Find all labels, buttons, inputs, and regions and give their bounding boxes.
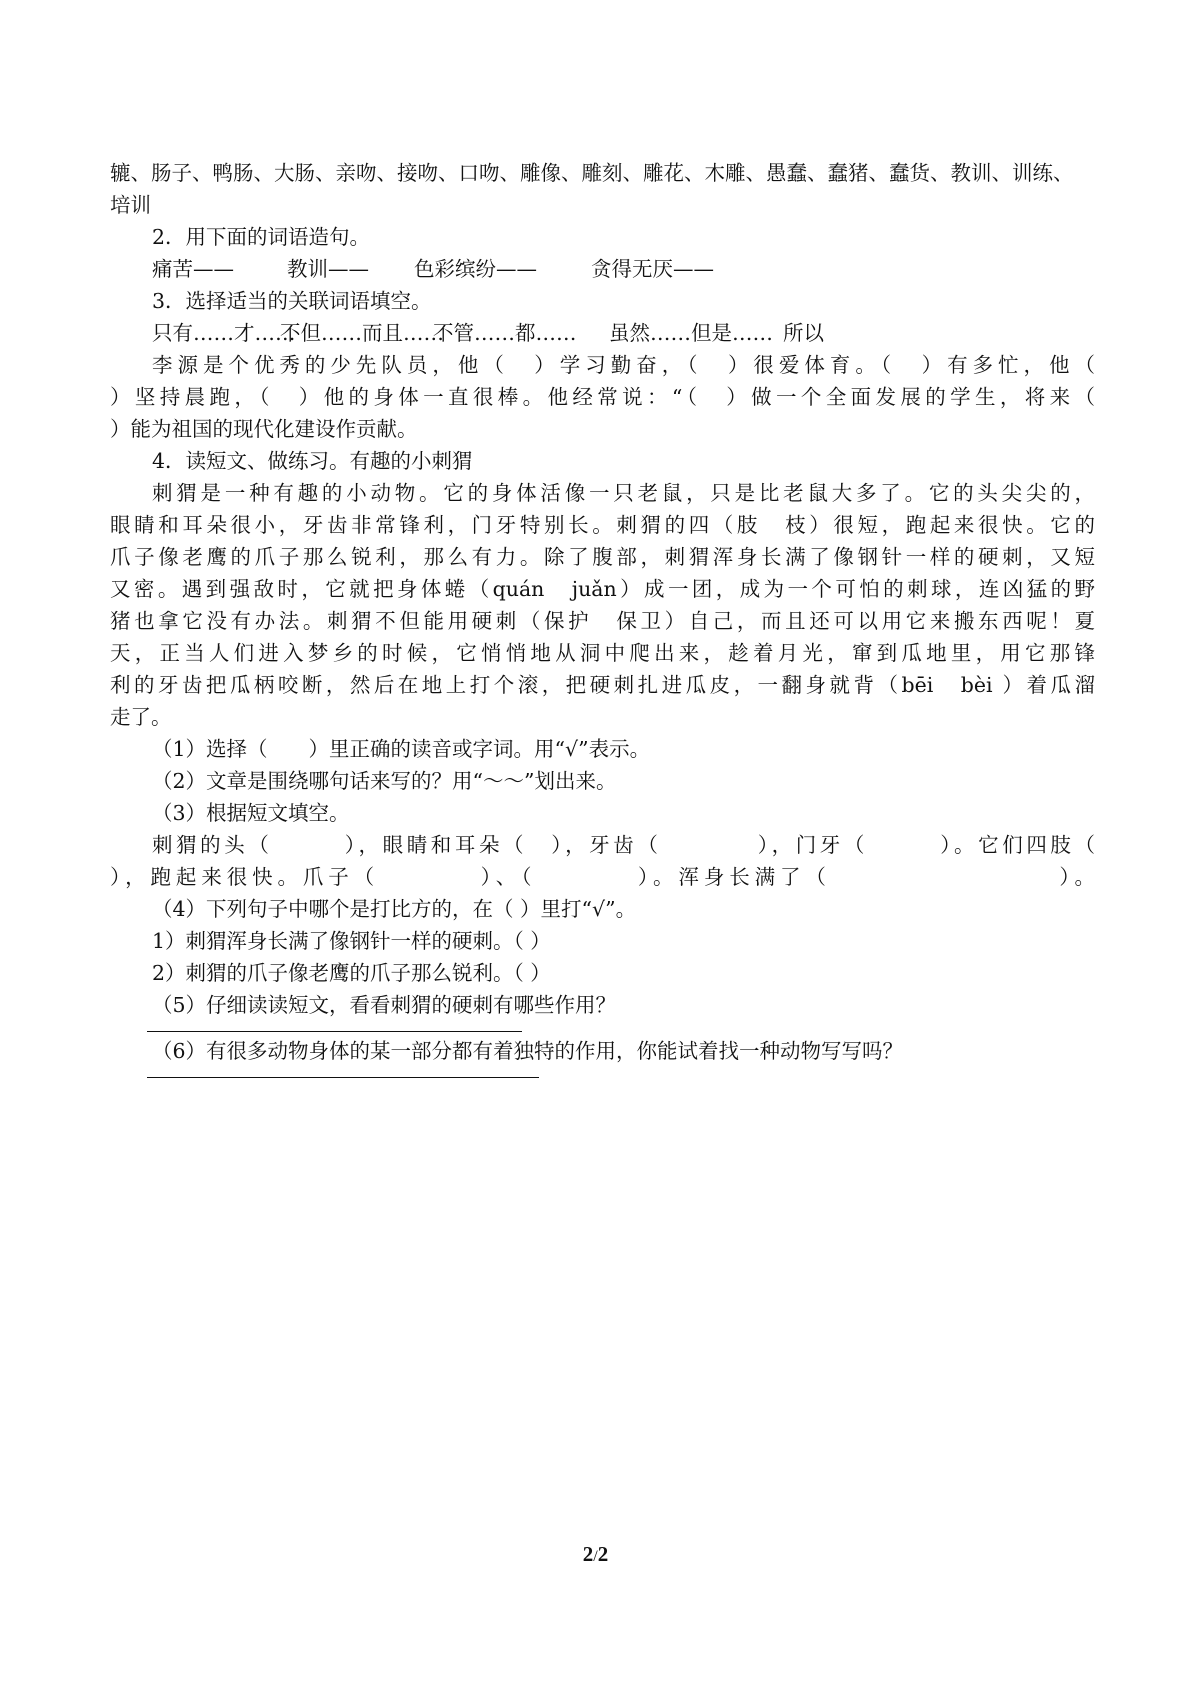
answer-line-6[interactable] <box>147 1077 539 1078</box>
worksheet-content <box>110 157 1095 1078</box>
fill-blank-line-2: ），跑起来很快。爪子（ ）、（ ）。浑身长满了（ ）。 <box>110 865 1095 889</box>
reading-passage-line: 刺猬是一种有趣的小动物。它的身体活像一只老鼠，只是比老鼠大多了。它的头尖尖的， <box>152 481 1095 505</box>
question-2-title: 2．用下面的词语造句。 <box>152 225 371 249</box>
page-total: 2 <box>597 1542 609 1566</box>
sub-question-2: （2）文章是围绕哪句话来写的？用“～～”划出来。 <box>152 769 617 793</box>
reading-passage-line: 天，正当人们进入梦乡的时候，它悄悄地从洞中爬出来，趁着月光，窜到瓜地里，用它那锋 <box>110 641 1095 665</box>
question-3-passage-line: ）能为祖国的现代化建设作贡献。 <box>110 417 418 441</box>
conjunction-option: 虽然……但是…… <box>609 321 773 345</box>
word-item: 教训—— <box>287 257 369 281</box>
sub-question-4: （4）下列句子中哪个是打比方的，在（ ）里打“√”。 <box>152 897 637 921</box>
sub-question-6: （6）有很多动物身体的某一部分都有着独特的作用，你能试着找一种动物写写吗？ <box>152 1039 904 1063</box>
sub-question-3: （3）根据短文填空。 <box>152 801 350 825</box>
page-number <box>0 1542 1191 1567</box>
conjunction-option: 只有……才…… <box>152 321 296 345</box>
word-item: 色彩缤纷—— <box>414 257 537 281</box>
reading-passage-line: 走了。 <box>110 705 172 729</box>
vocab-line-1: 辘、肠子、鸭肠、大肠、亲吻、接吻、口吻、雕像、雕刻、雕花、木雕、愚蠢、蠢猪、蠢货、教训、训练、 <box>110 161 1074 185</box>
fill-blank-line-1: 刺猬的头（ ），眼睛和耳朵（ ），牙齿（ ），门牙（ ）。它们四肢（ <box>152 833 1095 857</box>
reading-passage-line: 爪子像老鹰的爪子那么锐利，那么有力。除了腹部，刺猬浑身长满了像钢针一样的硬刺，又短 <box>110 545 1095 569</box>
sub-question-4-item-1: 1）刺猬浑身长满了像钢针一样的硬刺。（ ） <box>152 929 551 953</box>
question-4-title: 4．读短文、做练习。有趣的小刺猬 <box>152 449 473 473</box>
sub-question-4-item-2: 2）刺猬的爪子像老鹰的爪子那么锐利。（ ） <box>152 961 551 985</box>
question-2-words <box>110 253 1095 285</box>
question-3-passage-line: 李源是个优秀的少先队员，他（ ）学习勤奋，（ ）很爱体育。（ ）有多忙，他（ <box>152 353 1095 377</box>
sub-question-5: （5）仔细读读短文，看看刺猬的硬刺有哪些作用？ <box>152 993 617 1017</box>
question-3-title: 3．选择适当的关联词语填空。 <box>152 289 432 313</box>
word-item: 贪得无厌—— <box>591 257 714 281</box>
question-3-options <box>110 317 1095 349</box>
sub-question-1: （1）选择（ ）里正确的读音或字词。用“√”表示。 <box>152 737 651 761</box>
word-item: 痛苦—— <box>152 257 234 281</box>
conjunction-option: 不但……而且…… <box>280 321 444 345</box>
conjunction-option: 不管……都…… <box>433 321 577 345</box>
reading-passage-line: 利的牙齿把瓜柄咬断，然后在地上打个滚，把硬刺扎进瓜皮，一翻身就背（bēi bèi ）着瓜溜 <box>110 673 1095 697</box>
reading-passage-line: 又密。遇到强敌时，它就把身体蜷（quán juǎn）成一团，成为一个可怕的刺球，连凶猛的野 <box>110 577 1095 601</box>
vocab-line-2: 培训 <box>110 193 151 217</box>
question-3-passage-line: ）坚持晨跑，（ ）他的身体一直很棒。他经常说：“（ ）做一个全面发展的学生，将来（ <box>110 385 1095 409</box>
reading-passage-line: 猪也拿它没有办法。刺猬不但能用硬刺（保护 保卫）自己，而且还可以用它来搬东西呢！夏 <box>110 609 1095 633</box>
page-separator: / <box>593 1548 598 1565</box>
reading-passage-line: 眼睛和耳朵很小，牙齿非常锋利，门牙特别长。刺猬的四（肢 枝）很短，跑起来很快。它的 <box>110 513 1095 537</box>
conjunction-option: 所以 <box>783 321 824 345</box>
page-current: 2 <box>582 1542 594 1566</box>
